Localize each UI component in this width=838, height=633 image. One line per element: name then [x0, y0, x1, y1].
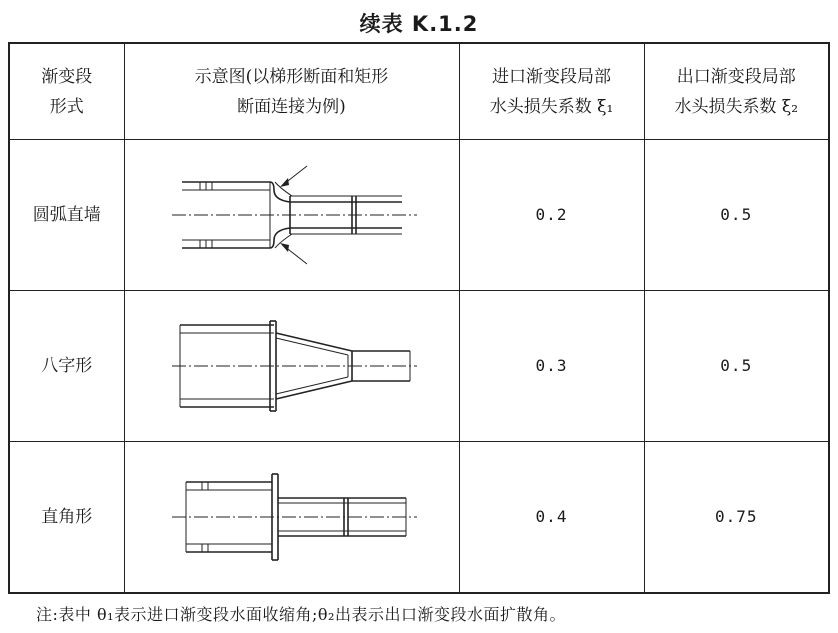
table-title: 续表 K.1.2 [359, 12, 479, 36]
header-inlet-coefficient: 进口渐变段局部 水头损失系数 ξ₁ [459, 43, 644, 140]
table-note: 注:表中 θ₁表示进口渐变段水面收缩角;θ₂出表示出口渐变段水面扩散角。 [36, 605, 566, 624]
table-row [9, 291, 829, 442]
inlet-coefficient: 0.3 [459, 291, 644, 442]
form-cell: 八字形 [9, 291, 124, 442]
arc-straight-wall-diagram [124, 140, 459, 291]
right-angle-diagram [124, 442, 459, 593]
inlet-coefficient: 0.2 [459, 140, 644, 291]
form-cell: 圆弧直墙 [9, 140, 124, 291]
header-row [9, 43, 829, 140]
header-form: 渐变段 形式 [9, 43, 124, 140]
inlet-coefficient: 0.4 [459, 442, 644, 593]
table-row [9, 442, 829, 593]
transition-loss-table [8, 42, 830, 594]
table-row [9, 140, 829, 291]
outlet-coefficient: 0.75 [644, 442, 829, 593]
header-outlet-coefficient: 出口渐变段局部 水头损失系数 ξ₂ [644, 43, 829, 140]
splayed-diagram [124, 291, 459, 442]
outlet-coefficient: 0.5 [644, 140, 829, 291]
header-diagram: 示意图(以梯形断面和矩形 断面连接为例) [124, 43, 459, 140]
form-cell: 直角形 [9, 442, 124, 593]
outlet-coefficient: 0.5 [644, 291, 829, 442]
